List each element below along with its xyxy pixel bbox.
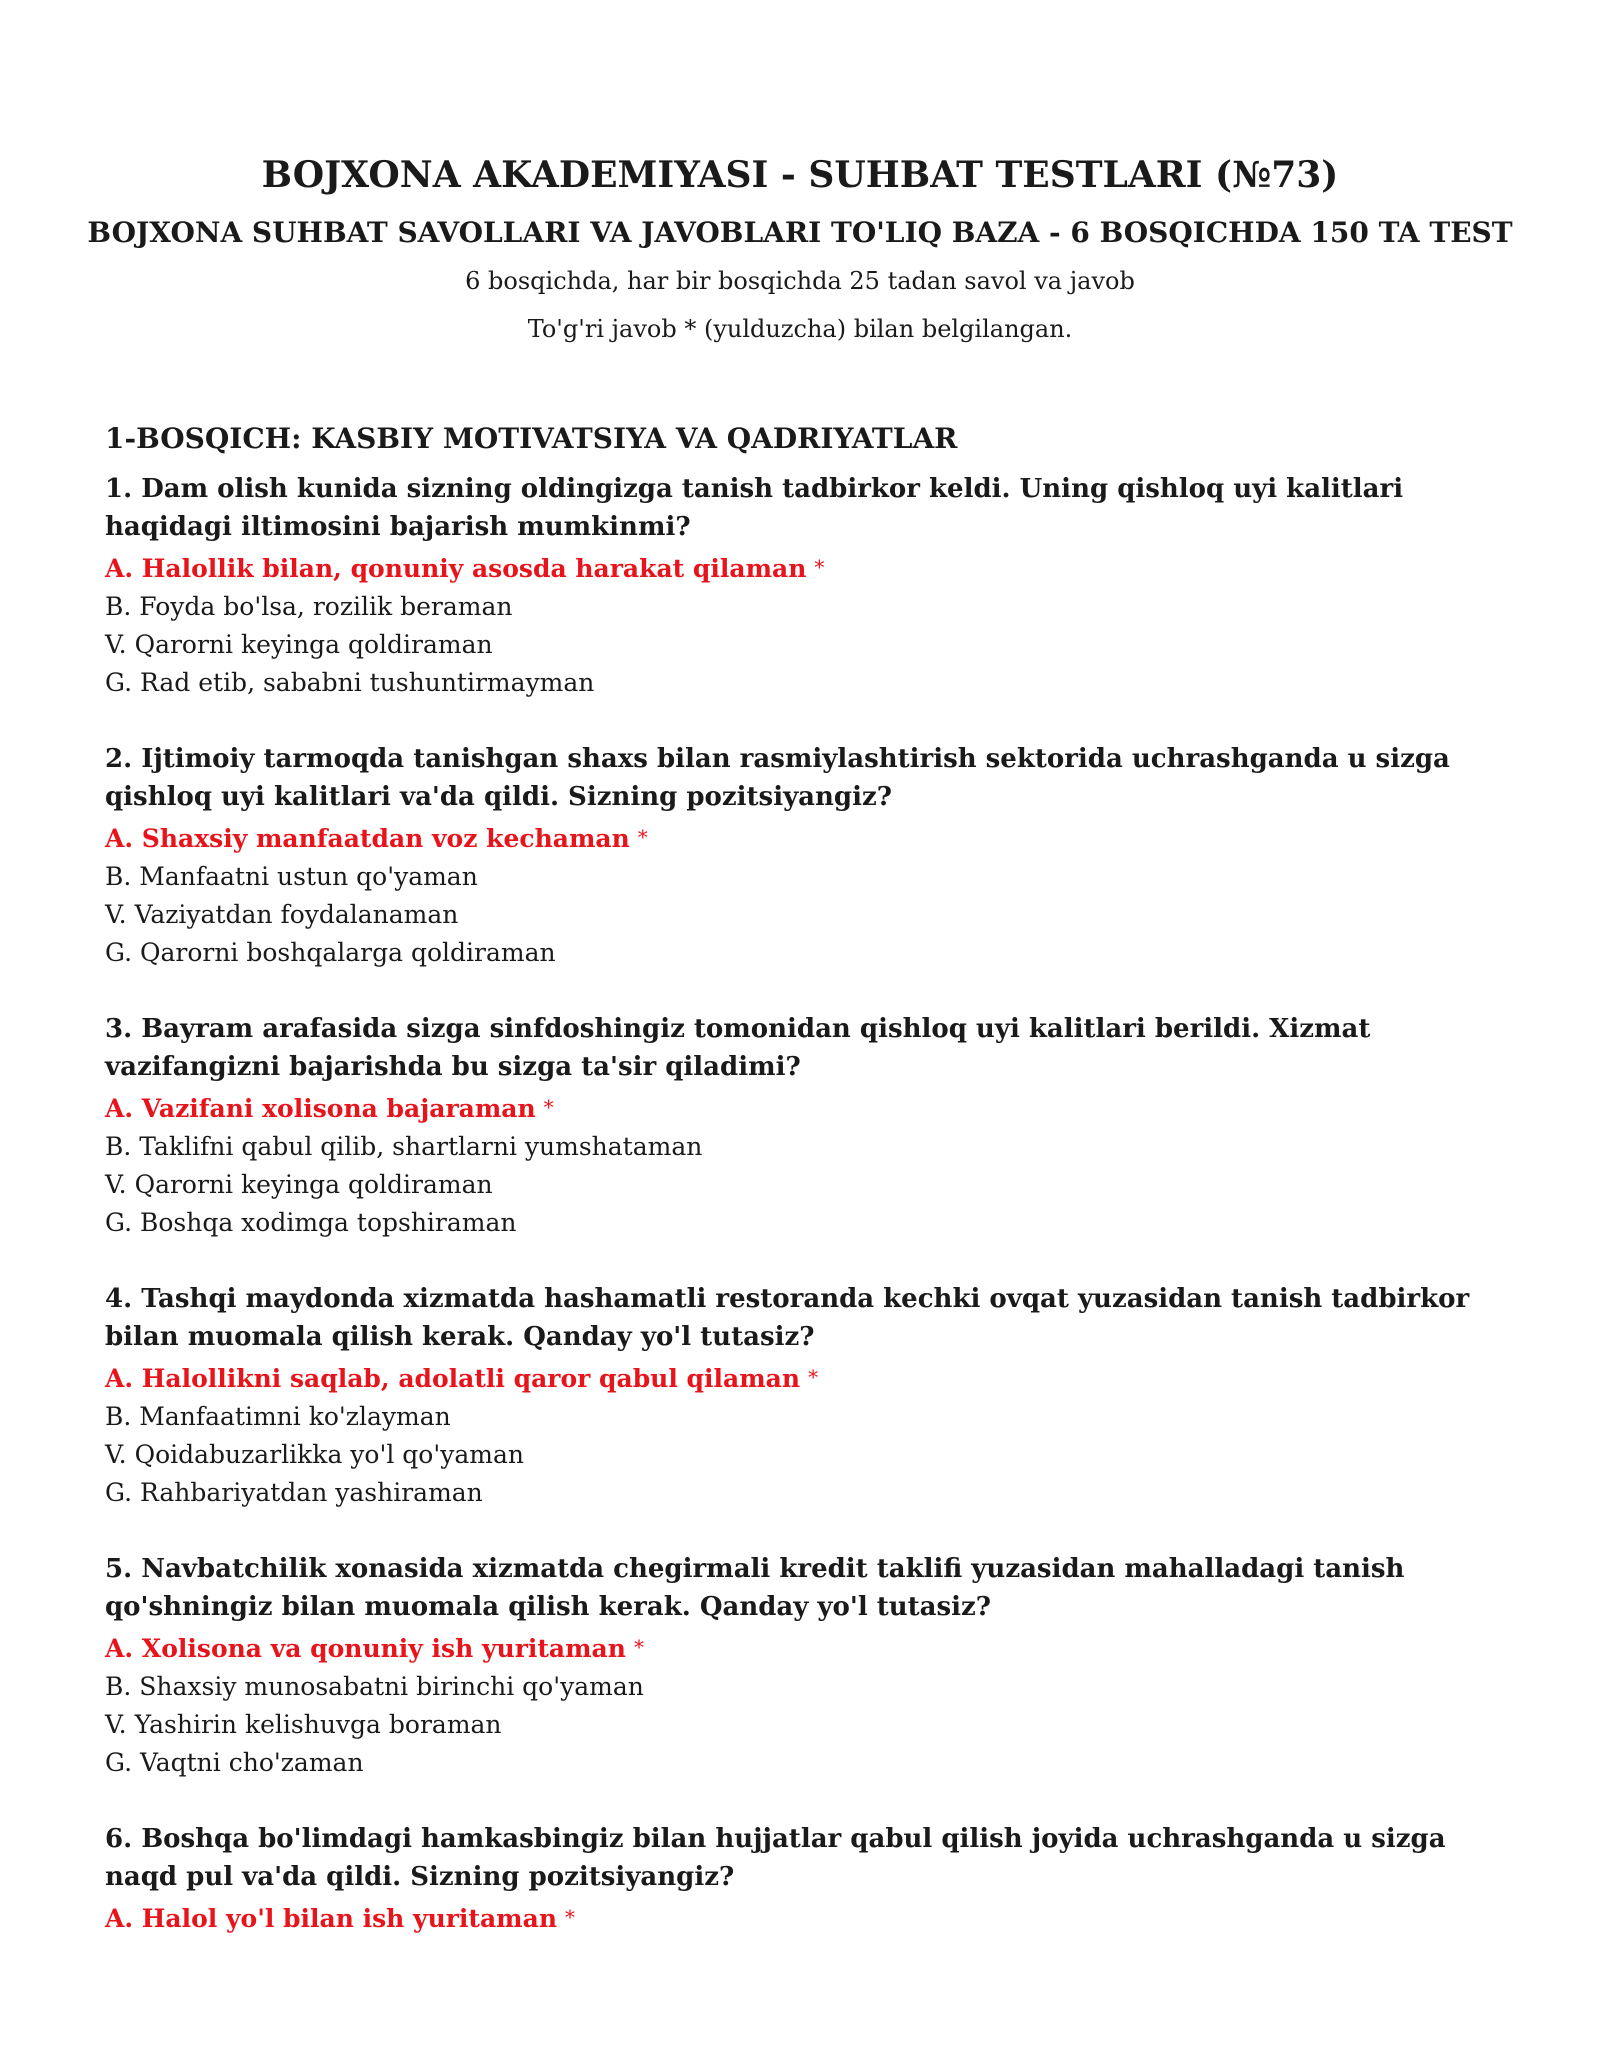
answer-text: A. Vazifani xolisona bajaraman (105, 1094, 536, 1123)
info-line-1: 6 bosqichda, har bir bosqichda 25 tadan savol va javob (465, 267, 1135, 295)
question-text: 2. Ijtimoiy tarmoqda tanishgan shaxs bilan rasmiylashtirish sektorida uchrashganda u sizga qishloq uyi kalitlari va'da qildi. Sizning pozitsiyangiz? (105, 744, 1450, 812)
option-g: G. Boshqa xodimga topshiraman (105, 1208, 517, 1237)
question-text: 1. Dam olish kunida sizning oldingizga tanish tadbirkor keldi. Uning qishloq uyi kalitlari haqidagi iltimosini bajarish mumkinmi? (105, 474, 1404, 542)
correct-answer (105, 1628, 1525, 1668)
option-g: G. Rahbariyatdan yashiraman (105, 1478, 483, 1507)
question-1 (105, 470, 1525, 702)
option-g: G. Vaqtni cho'zaman (105, 1748, 364, 1777)
question-4 (105, 1280, 1525, 1512)
correct-answer (105, 818, 1525, 858)
question-2 (105, 740, 1525, 972)
answer-text: A. Xolisona va qonuniy ish yuritaman (105, 1634, 626, 1663)
star-marker: * (543, 1095, 554, 1119)
answer-text: A. Shaxsiy manfaatdan voz kechaman (105, 824, 630, 853)
option-v: V. Qoidabuzarlikka yo'l qo'yaman (105, 1440, 524, 1469)
section-title: 1-BOSQICH: KASBIY MOTIVATSIYA VA QADRIYATLAR (105, 422, 958, 455)
answer-text: A. Halollikni saqlab, adolatli qaror qabul qilaman (105, 1364, 801, 1393)
option-g: G. Rad etib, sababni tushuntirmayman (105, 668, 595, 697)
star-marker: * (814, 555, 825, 579)
option-b: B. Foyda bo'lsa, rozilik beraman (105, 592, 513, 621)
option-v: V. Qarorni keyinga qoldiraman (105, 1170, 493, 1199)
document-content (105, 418, 1525, 1976)
option-b: B. Manfaatimni ko'zlayman (105, 1402, 451, 1431)
question-3 (105, 1010, 1525, 1242)
question-text: 5. Navbatchilik xonasida xizmatda chegirmali kredit taklifi yuzasidan mahalladagi tanish qo'shningiz bilan muomala qilish kerak. Qanday yo'l tutasiz? (105, 1554, 1405, 1622)
option-v: V. Qarorni keyinga qoldiraman (105, 630, 493, 659)
question-text: 6. Boshqa bo'limdagi hamkasbingiz bilan hujjatlar qabul qilish joyida uchrashganda u sizga naqd pul va'da qildi. Sizning pozitsiyangiz? (105, 1824, 1446, 1892)
option-v: V. Vaziyatdan foydalanaman (105, 900, 459, 929)
star-marker: * (637, 825, 648, 849)
correct-answer (105, 1358, 1525, 1398)
star-marker: * (565, 1905, 576, 1929)
answer-text: A. Halollik bilan, qonuniy asosda harakat qilaman (105, 554, 807, 583)
option-g: G. Qarorni boshqalarga qoldiraman (105, 938, 556, 967)
question-text: 3. Bayram arafasida sizga sinfdoshingiz tomonidan qishloq uyi kalitlari berildi. Xizmat vazifangizni bajarishda bu sizga ta'sir qiladimi? (105, 1014, 1371, 1082)
option-b: B. Manfaatni ustun qo'yaman (105, 862, 478, 891)
correct-answer (105, 1088, 1525, 1128)
question-6 (105, 1820, 1525, 1938)
document-title: BOJXONA AKADEMIYASI - SUHBAT TESTLARI (№73) (261, 154, 1339, 196)
star-marker: * (633, 1635, 644, 1659)
option-b: B. Taklifni qabul qilib, shartlarni yumshataman (105, 1132, 703, 1161)
option-v: V. Yashirin kelishuvga boraman (105, 1710, 502, 1739)
correct-answer (105, 548, 1525, 588)
document-subtitle: BOJXONA SUHBAT SAVOLLARI VA JAVOBLARI TO'LIQ BAZA - 6 BOSQICHDA 150 TA TEST (87, 216, 1513, 249)
option-b: B. Shaxsiy munosabatni birinchi qo'yaman (105, 1672, 644, 1701)
question-text: 4. Tashqi maydonda xizmatda hashamatli restoranda kechki ovqat yuzasidan tanish tadbirkor bilan muomala qilish kerak. Qanday yo'l tutasiz? (105, 1284, 1470, 1352)
document-header (0, 148, 1600, 346)
star-marker: * (808, 1365, 819, 1389)
info-line-2: To'g'ri javob * (yulduzcha) bilan belgilangan. (527, 315, 1073, 343)
answer-text: A. Halol yo'l bilan ish yuritaman (105, 1904, 558, 1933)
correct-answer (105, 1898, 1525, 1938)
question-5 (105, 1550, 1525, 1782)
